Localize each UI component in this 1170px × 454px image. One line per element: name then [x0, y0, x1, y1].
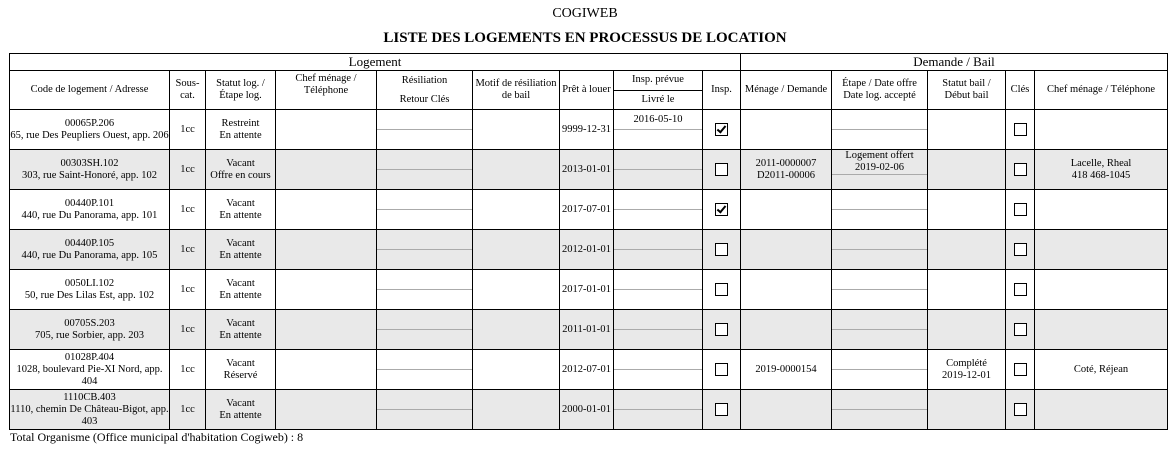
unit-status: Vacant	[226, 397, 255, 409]
etape-offre-cell	[832, 390, 928, 430]
tenant-name: Coté, Réjean	[1073, 363, 1129, 375]
code-address-cell	[10, 270, 170, 310]
header-souscat: Sous- cat.	[170, 71, 206, 110]
unit-step: Offre en cours	[210, 169, 271, 181]
resiliation-cell	[377, 110, 473, 150]
unit-status: Vacant	[226, 357, 255, 369]
cles-checkbox[interactable]	[1014, 363, 1027, 376]
souscat-cell: 1cc	[170, 190, 206, 230]
code-address-cell	[10, 190, 170, 230]
header-code: Code de logement / Adresse	[10, 71, 170, 110]
menage-number: 2019-0000154	[755, 363, 817, 375]
insp-prevue-cell	[614, 390, 703, 430]
cles-checkbox[interactable]	[1014, 403, 1027, 416]
unit-status: Restreint	[221, 117, 260, 129]
unit-step: En attente	[219, 129, 262, 141]
statut-cell	[206, 270, 276, 310]
resiliation-cell	[377, 230, 473, 270]
group-logement: Logement	[10, 54, 741, 71]
statut-cell	[206, 310, 276, 350]
offer-date: 2019-02-06	[855, 162, 904, 173]
cles-cell	[1006, 270, 1035, 310]
organization-name: COGIWEB	[552, 6, 618, 21]
insp-cell	[703, 190, 741, 230]
chef-telephone-cell	[1035, 150, 1168, 190]
insp-prevue-date	[614, 310, 702, 330]
header-resiliation: Résiliation Retour Clés	[377, 71, 473, 110]
table-row	[10, 230, 1168, 270]
insp-cell	[703, 150, 741, 190]
unit-step: Réservé	[223, 369, 258, 381]
resiliation-cell	[377, 150, 473, 190]
insp-prevue-cell	[614, 270, 703, 310]
tenant-phone: 418 468-1045	[1071, 169, 1131, 181]
chef-cell	[276, 270, 377, 310]
etape-offre-cell	[832, 310, 928, 350]
insp-prevue-cell	[614, 350, 703, 390]
insp-checkbox[interactable]	[715, 203, 728, 216]
code-address-cell	[10, 150, 170, 190]
motif-cell	[473, 230, 560, 270]
chef-cell	[276, 390, 377, 430]
insp-cell	[703, 310, 741, 350]
insp-cell	[703, 390, 741, 430]
statut-cell	[206, 110, 276, 150]
unit-address: 303, rue Saint-Honoré, app. 102	[21, 169, 157, 181]
pret-cell: 2011-01-01	[560, 310, 614, 350]
unit-status: Vacant	[226, 317, 255, 329]
pret-cell: 2017-01-01	[560, 270, 614, 310]
motif-cell	[473, 310, 560, 350]
cles-cell	[1006, 350, 1035, 390]
insp-cell	[703, 350, 741, 390]
cles-cell	[1006, 190, 1035, 230]
unit-status: Vacant	[226, 237, 255, 249]
insp-checkbox[interactable]	[715, 403, 728, 416]
motif-cell	[473, 270, 560, 310]
menage-number: 2011-0000007	[755, 157, 817, 169]
insp-prevue-cell	[614, 150, 703, 190]
unit-code: 01028P.404	[64, 351, 115, 363]
cles-checkbox[interactable]	[1014, 123, 1027, 136]
offer-step: Logement offert	[845, 150, 914, 161]
unit-address: 705, rue Sorbier, app. 203	[35, 329, 144, 341]
insp-prevue-date	[614, 350, 702, 370]
pret-cell: 2017-07-01	[560, 190, 614, 230]
header-statut-bail: Statut bail / Début bail	[928, 71, 1006, 110]
motif-cell	[473, 110, 560, 150]
souscat-cell: 1cc	[170, 110, 206, 150]
code-address-cell	[10, 350, 170, 390]
housing-table	[9, 53, 1168, 430]
insp-prevue-cell	[614, 110, 703, 150]
unit-step: En attente	[219, 289, 262, 301]
report-title: LISTE DES LOGEMENTS EN PROCESSUS DE LOCATION	[383, 30, 787, 46]
code-address-cell	[10, 310, 170, 350]
pret-cell: 2013-01-01	[560, 150, 614, 190]
insp-prevue-date	[614, 390, 702, 410]
table-row	[10, 110, 1168, 150]
motif-cell	[473, 390, 560, 430]
header-pret: Prêt à louer	[560, 71, 614, 110]
statut-bail-cell	[928, 270, 1006, 310]
pret-cell: 2012-01-01	[560, 230, 614, 270]
menage-cell	[741, 350, 832, 390]
code-address-cell	[10, 390, 170, 430]
etape-offre-cell	[832, 230, 928, 270]
souscat-cell: 1cc	[170, 270, 206, 310]
unit-code: 00440P.101	[64, 197, 115, 209]
cles-checkbox[interactable]	[1014, 243, 1027, 256]
unit-address: 440, rue Du Panorama, app. 101	[21, 209, 158, 221]
unit-step: En attente	[219, 249, 262, 261]
table-row	[10, 390, 1168, 430]
unit-address: 1110, chemin De Château-Bigot, app. 403	[10, 403, 169, 427]
statut-cell	[206, 190, 276, 230]
table-row	[10, 190, 1168, 230]
insp-prevue-date	[614, 230, 702, 250]
chef-telephone-cell	[1035, 230, 1168, 270]
statut-cell	[206, 150, 276, 190]
unit-address: 440, rue Du Panorama, app. 105	[21, 249, 158, 261]
insp-checkbox[interactable]	[715, 243, 728, 256]
cles-checkbox[interactable]	[1014, 323, 1027, 336]
motif-cell	[473, 190, 560, 230]
resiliation-cell	[377, 390, 473, 430]
cles-cell	[1006, 310, 1035, 350]
etape-offre-cell	[832, 190, 928, 230]
header-motif: Motif de résiliation de bail	[473, 71, 560, 110]
statut-bail-cell	[928, 190, 1006, 230]
cles-checkbox[interactable]	[1014, 163, 1027, 176]
etape-offre-cell	[832, 110, 928, 150]
cles-checkbox[interactable]	[1014, 203, 1027, 216]
insp-prevue-date: 2016-05-10	[614, 110, 702, 130]
statut-cell	[206, 350, 276, 390]
table-row	[10, 150, 1168, 190]
souscat-cell: 1cc	[170, 390, 206, 430]
insp-cell	[703, 230, 741, 270]
motif-cell	[473, 350, 560, 390]
unit-code: 00065P.206	[64, 117, 115, 129]
header-statut: Statut log. / Étape log.	[206, 71, 276, 110]
insp-cell	[703, 110, 741, 150]
insp-prevue-date	[614, 150, 702, 170]
header-cles: Clés	[1006, 71, 1035, 110]
header-menage: Ménage / Demande	[741, 71, 832, 110]
insp-prevue-cell	[614, 310, 703, 350]
insp-prevue-cell	[614, 190, 703, 230]
chef-cell	[276, 350, 377, 390]
menage-cell	[741, 270, 832, 310]
insp-checkbox[interactable]	[715, 123, 728, 136]
resiliation-cell	[377, 310, 473, 350]
demande-number: D2011-00006	[757, 169, 815, 181]
pret-cell: 2012-07-01	[560, 350, 614, 390]
statut-cell	[206, 390, 276, 430]
resiliation-cell	[377, 270, 473, 310]
chef-telephone-cell	[1035, 390, 1168, 430]
pret-cell: 2000-01-01	[560, 390, 614, 430]
unit-address: 50, rue Des Lilas Est, app. 102	[24, 289, 155, 301]
chef-telephone-cell	[1035, 190, 1168, 230]
unit-code: 0050LI.102	[64, 277, 115, 289]
insp-checkbox[interactable]	[715, 323, 728, 336]
header-chef-telephone: Chef ménage / Téléphone	[1035, 71, 1168, 110]
chef-telephone-cell	[1035, 270, 1168, 310]
insp-cell	[703, 270, 741, 310]
menage-cell	[741, 310, 832, 350]
unit-address: 65, rue Des Peupliers Ouest, app. 206	[10, 129, 169, 141]
chef-telephone-cell	[1035, 310, 1168, 350]
cles-cell	[1006, 390, 1035, 430]
souscat-cell: 1cc	[170, 150, 206, 190]
motif-cell	[473, 150, 560, 190]
chef-cell	[276, 310, 377, 350]
menage-cell	[741, 110, 832, 150]
table-row	[10, 270, 1168, 310]
unit-code: 1110CB.403	[63, 391, 116, 403]
table-row	[10, 310, 1168, 350]
cles-cell	[1006, 110, 1035, 150]
table-row	[10, 350, 1168, 390]
group-demande-bail: Demande / Bail	[741, 54, 1168, 71]
header-insp-prevue: Insp. prévue Livré le	[614, 71, 703, 110]
total-count: Total Organisme (Office municipal d'habitation Cogiweb) : 8	[10, 430, 304, 444]
cles-cell	[1006, 150, 1035, 190]
chef-cell	[276, 110, 377, 150]
souscat-cell: 1cc	[170, 310, 206, 350]
insp-prevue-cell	[614, 230, 703, 270]
menage-cell	[741, 230, 832, 270]
unit-step: En attente	[219, 409, 262, 421]
souscat-cell: 1cc	[170, 350, 206, 390]
cles-cell	[1006, 230, 1035, 270]
statut-bail-cell	[928, 150, 1006, 190]
unit-status: Vacant	[226, 277, 255, 289]
resiliation-cell	[377, 190, 473, 230]
statut-bail-cell	[928, 390, 1006, 430]
cles-checkbox[interactable]	[1014, 283, 1027, 296]
statut-bail-cell	[928, 110, 1006, 150]
statut-bail-cell	[928, 230, 1006, 270]
code-address-cell	[10, 110, 170, 150]
unit-status: Vacant	[226, 157, 255, 169]
statut-bail-cell	[928, 350, 1006, 390]
insp-checkbox[interactable]	[715, 283, 728, 296]
unit-code: 00440P.105	[64, 237, 115, 249]
chef-cell	[276, 230, 377, 270]
resiliation-cell	[377, 350, 473, 390]
pret-cell: 9999-12-31	[560, 110, 614, 150]
insp-prevue-date	[614, 190, 702, 210]
chef-cell	[276, 190, 377, 230]
unit-code: 00705S.203	[64, 317, 115, 329]
etape-offre-cell	[832, 150, 928, 190]
insp-checkbox[interactable]	[715, 163, 728, 176]
insp-prevue-date	[614, 270, 702, 290]
statut-bail-cell	[928, 310, 1006, 350]
unit-step: En attente	[219, 329, 262, 341]
unit-address: 1028, boulevard Pie-XI Nord, app. 404	[16, 363, 163, 387]
chef-cell	[276, 150, 377, 190]
code-address-cell	[10, 230, 170, 270]
insp-checkbox[interactable]	[715, 363, 728, 376]
lease-start: 2019-12-01	[942, 369, 991, 381]
menage-cell	[741, 190, 832, 230]
header-etape: Étape / Date offre Date log. accepté	[832, 71, 928, 110]
unit-code: 00303SH.102	[60, 157, 119, 169]
unit-step: En attente	[219, 209, 262, 221]
header-insp: Insp.	[703, 71, 741, 110]
etape-offre-cell	[832, 270, 928, 310]
lease-status: Complété	[946, 357, 987, 369]
menage-cell	[741, 150, 832, 190]
chef-telephone-cell	[1035, 350, 1168, 390]
etape-offre-cell	[832, 350, 928, 390]
menage-cell	[741, 390, 832, 430]
chef-telephone-cell	[1035, 110, 1168, 150]
header-chef: Chef ménage / Téléphone	[276, 71, 377, 110]
tenant-name: Lacelle, Rheal	[1070, 157, 1132, 169]
statut-cell	[206, 230, 276, 270]
souscat-cell: 1cc	[170, 230, 206, 270]
unit-status: Vacant	[226, 197, 255, 209]
